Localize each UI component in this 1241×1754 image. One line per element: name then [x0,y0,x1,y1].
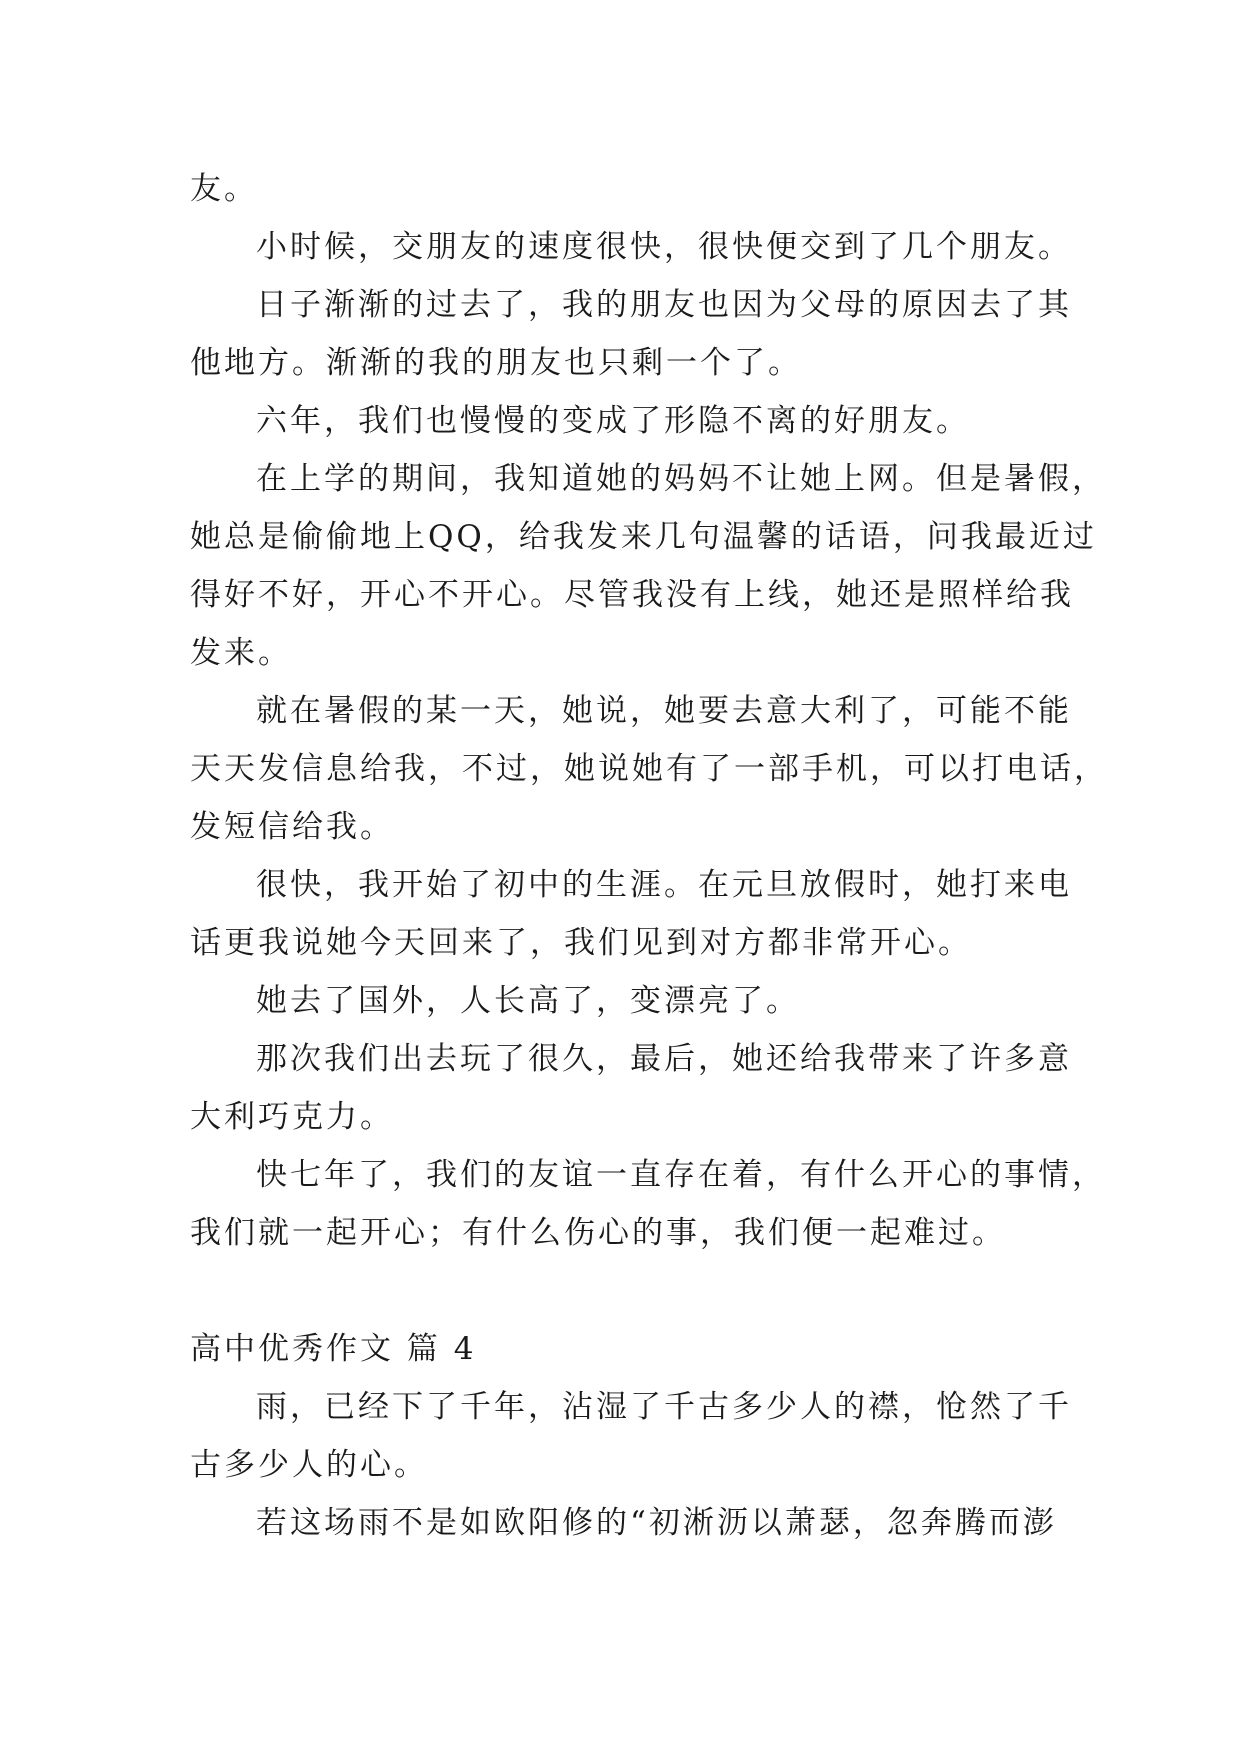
text-line: 发短信给我。 [190,809,394,845]
text-line: 雨，已经下了千年，沾湿了千古多少人的襟，怆然了千 [256,1389,1072,1425]
text-block-bottom [190,1378,1072,1552]
text-line: 古多少人的心。 [190,1447,428,1483]
text-line: 发来。 [190,635,292,671]
text-line: 日子渐渐的过去了，我的朋友也因为父母的原因去了其 [256,287,1072,323]
text-line: 六年，我们也慢慢的变成了形隐不离的好朋友。 [256,403,970,439]
section-heading: 高中优秀作文 篇 4 [190,1331,477,1367]
text-block-top [190,160,1108,1262]
text-line: 我们就一起开心；有什么伤心的事，我们便一起难过。 [190,1215,1006,1251]
text-line: 很快，我开始了初中的生涯。在元旦放假时，她打来电 [256,867,1072,903]
text-line: 他地方。渐渐的我的朋友也只剩一个了。 [190,345,802,381]
text-line: 若这场雨不是如欧阳修的“初淅沥以萧瑟，忽奔腾而澎 [256,1505,1057,1541]
document-page [190,160,1108,1552]
text-line: 那次我们出去玩了很久，最后，她还给我带来了许多意 [256,1041,1072,1077]
text-line: 大利巧克力。 [190,1099,394,1135]
text-line: 友。 [190,171,258,207]
text-line: 她总是偷偷地上QQ，给我发来几句温馨的话语，问我最近过 [190,519,1097,555]
section-spacer [190,1262,1062,1320]
text-line: 天天发信息给我，不过，她说她有了一部手机，可以打电话， [190,751,1108,787]
text-line: 小时候，交朋友的速度很快，很快便交到了几个朋友。 [256,229,1072,265]
text-line: 在上学的期间，我知道她的妈妈不让她上网。但是暑假， [256,461,1106,497]
text-line: 就在暑假的某一天，她说，她要去意大利了，可能不能 [256,693,1072,729]
text-line: 话更我说她今天回来了，我们见到对方都非常开心。 [190,925,972,961]
text-line: 得好不好，开心不开心。尽管我没有上线，她还是照样给我 [190,577,1074,613]
text-line: 她去了国外，人长高了，变漂亮了。 [256,983,800,1019]
text-line: 快七年了，我们的友谊一直存在着，有什么开心的事情， [256,1157,1106,1193]
